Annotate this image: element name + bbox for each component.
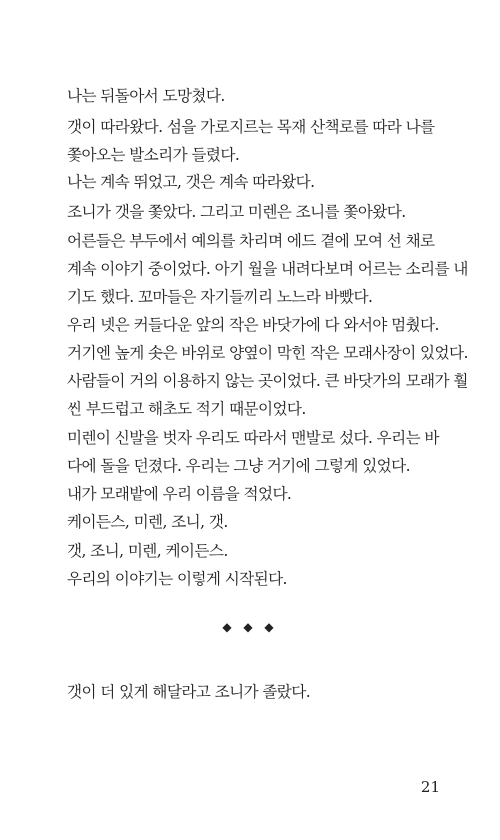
text-line: 씬 부드럽고 해초도 적기 때문이었다. bbox=[67, 400, 306, 418]
text-line: 케이든스, 미렌, 조니, 갯. bbox=[67, 513, 228, 531]
page-number: 21 bbox=[420, 778, 440, 796]
text-line: 내가 모래밭에 우리 이름을 적었다. bbox=[67, 485, 292, 503]
paragraph-8 bbox=[67, 480, 463, 508]
paragraph-1 bbox=[67, 82, 463, 110]
paragraph-2 bbox=[67, 113, 463, 169]
text-line: 조니가 갯을 쫓았다. 그리고 미렌은 조니를 쫓아왔다. bbox=[67, 203, 406, 221]
paragraph-6 bbox=[67, 311, 468, 423]
text-line: 우리 넷은 커들다운 앞의 작은 바닷가에 다 와서야 멈췄다. bbox=[67, 316, 439, 334]
text-line: 거기엔 높게 솟은 바위로 양옆이 막힌 작은 모래사장이 있었다. bbox=[67, 344, 468, 362]
paragraph-7 bbox=[67, 424, 463, 480]
paragraph-10 bbox=[67, 537, 463, 565]
paragraph-9 bbox=[67, 508, 463, 536]
paragraph-after-divider bbox=[67, 678, 463, 706]
text-line: 우리의 이야기는 이렇게 시작된다. bbox=[67, 570, 287, 588]
text-line: 계속 이야기 중이었다. 아기 월을 내려다보며 어르는 소리를 내 bbox=[67, 260, 468, 278]
text-line: 갯이 따라왔다. 섬을 가로지르는 목재 산책로를 따라 나를 bbox=[67, 118, 435, 136]
text-line: 나는 계속 뛰었고, 갯은 계속 따라왔다. bbox=[67, 173, 315, 191]
paragraph-3 bbox=[67, 168, 463, 196]
text-line: 나는 뒤돌아서 도망쳤다. bbox=[67, 87, 225, 105]
paragraph-4 bbox=[67, 198, 463, 226]
text-line: 다에 돌을 던졌다. 우리는 그냥 거기에 그렇게 있었다. bbox=[67, 457, 410, 475]
text-line: 쫓아오는 발소리가 들렸다. bbox=[67, 146, 240, 164]
paragraph-11 bbox=[67, 565, 463, 593]
text-line: 미렌이 신발을 벗자 우리도 따라서 맨발로 섰다. 우리는 바 bbox=[67, 429, 439, 447]
text-line: 갯이 더 있게 해달라고 조니가 졸랐다. bbox=[67, 683, 311, 701]
text-line: 갯, 조니, 미렌, 케이든스. bbox=[67, 542, 228, 560]
text-line: 사람들이 거의 이용하지 않는 곳이었다. 큰 바닷가의 모래가 훨 bbox=[67, 372, 468, 390]
text-line: 기도 했다. 꼬마들은 자기들끼리 노느라 바빴다. bbox=[67, 288, 373, 306]
paragraph-5 bbox=[67, 227, 468, 311]
section-divider: ◆ ◆ ◆ bbox=[222, 620, 278, 634]
text-line: 어른들은 부두에서 예의를 차리며 에드 곁에 모여 선 채로 bbox=[67, 232, 435, 250]
